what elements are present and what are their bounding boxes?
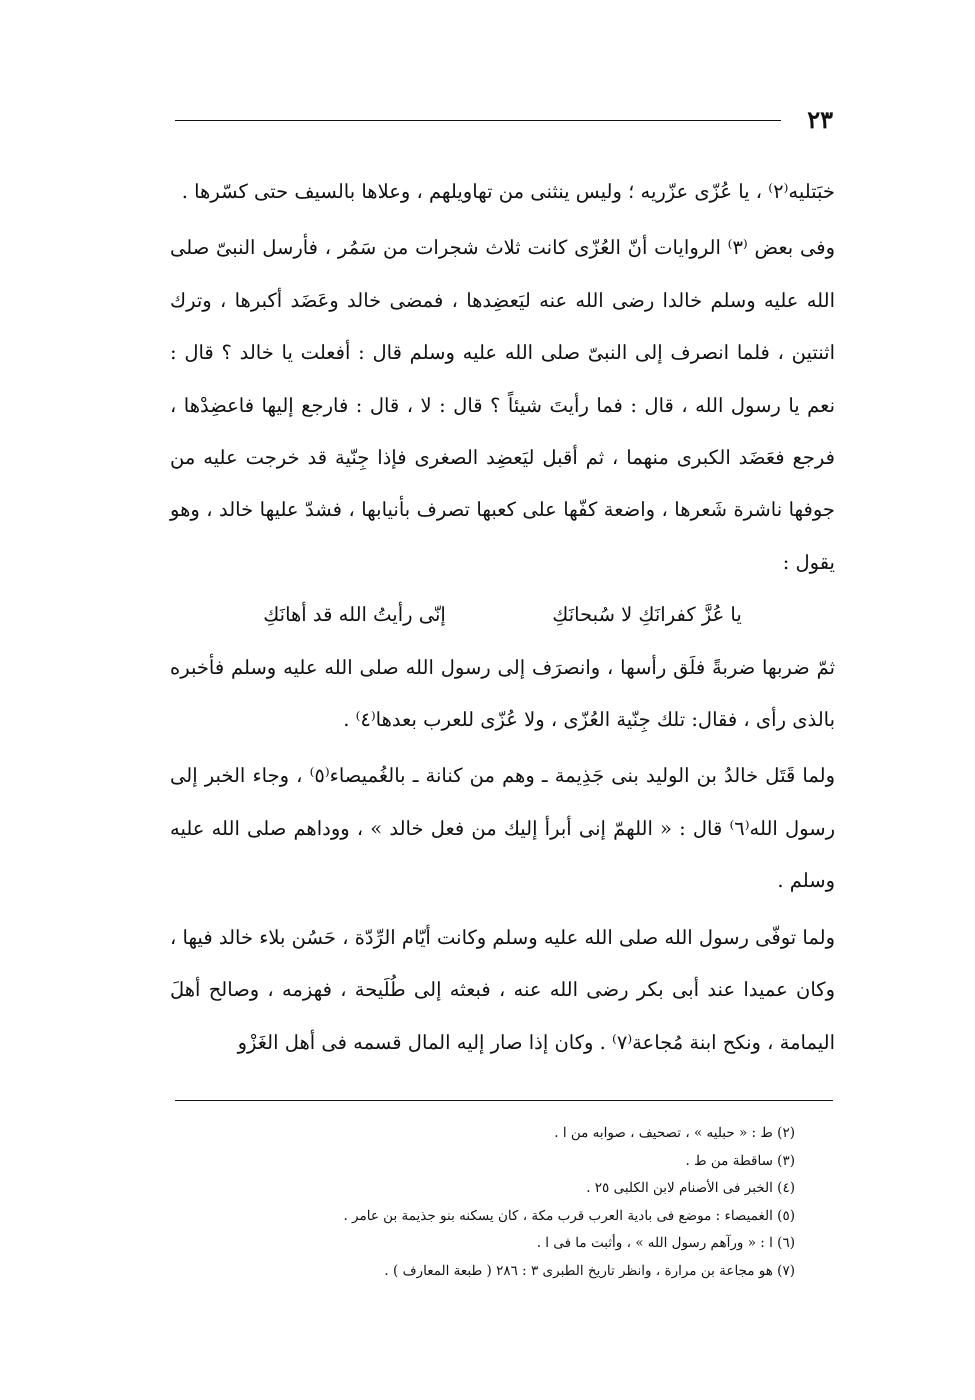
footnotes (175, 1120, 795, 1286)
paragraph: ولما قَتَل خالدُ بن الوليد بنى جَذِيمة ـ وهم من كنانة ـ بالغُميصاء⁽٥⁾ ، وجاء الخبر إلى رسول الله⁽٦⁾ قال : « اللهمّ إنى أبرأ إليك من فعل خالد » ، ووداهم صلى الله عليه وسلم . (170, 764, 835, 893)
paragraph: خبَتليه⁽٢⁾ ، يا عُزّى عزّريه ؛ وليس ينثنى من تهاويلهم ، وعلاها بالسيف حتى كسّرها . (181, 180, 835, 203)
footnote: (٥) الغميصاء : موضع فى بادية العرب قرب مكة ، كان يسكنه بنو جذيمة بن عامر . (343, 1207, 795, 1224)
footnote: (٣) ساقطة من ط . (685, 1152, 795, 1169)
paragraph: ولما توفّى رسول الله صلى الله عليه وسلم وكانت أيّام الرِّدّة ، حَسُن بلاء خالد فيها ، وكان عميدا عند أبى بكر رضى الله عنه ، فبعثه إلى طُلَيحة ، فهزمه ، وصالح أهلَ اليمامة ، ونكح ابنة مُجاعة⁽٧⁾ . وكان إذا صار إليه المال قسمه فى أهل الغَزْو (170, 925, 835, 1054)
footnote: (٧) هو مجاعة بن مرارة ، وانظر تاريخ الطبرى ٣ : ٢٨٦ ( طبعة المعارف ) . (384, 1262, 795, 1279)
header-rule (175, 120, 781, 121)
main-text (170, 166, 835, 1069)
verse-first-hemistich: يا عُزَّ كفرانَكِ لا سُبحانَكِ (552, 603, 742, 627)
footnote: (٢) ط : « حبليه » ، تصحيف ، صوابه من ا . (554, 1125, 795, 1141)
page-header (175, 100, 833, 140)
footnote: (٦) ا : « ورآهم رسول الله » ، وأثبت ما فى ا . (536, 1235, 795, 1252)
footnote-rule (175, 1100, 833, 1101)
footnote: (٤) الخبر فى الأصنام لابن الكلبى ٢٥ . (586, 1180, 795, 1197)
paragraph: ثمّ ضربها ضربةً فلَق رأسها ، وانصرَف إلى رسول الله صلى الله عليه وسلم فأخبره بالذى رأى ، فقال: تلك جِنّية العُزّى ، ولا عُزّى للعرب بعدها⁽٤⁾ . (170, 655, 835, 732)
verse-second-hemistich: إنّى رأيتُ الله قد أهانَكِ (263, 603, 446, 627)
poem-verse (170, 589, 835, 641)
paragraph: وفى بعض ⁽٣⁾ الروايات أنّ العُزّى كانت ثلاث شجرات من سَمُر ، فأرسل النبىّ صلى الله عليه وسلم خالدا رضى الله عنه ليَعضِدها ، فمضى خالد وعَضَد أكبرها ، وترك اثنتين ، فلما انصرف إلى النبىّ صلى الله عليه وسلم قال : أفعلت يا خالد ؟ قال : نعم يا رسول الله ، قال : فما رأيتَ شيئاً ؟ قال : لا ، قال : فارجع إليها فاعضِدْها ، فرجع فعَضَد الكبرى منهما ، ثم أقبل ليَعضِد الصغرى فإذا جِنّية قد خرجت عليه من جوفها ناشرة شَعرها ، واضعة كفّها على كعبها تصرف بأنيابها ، فشدّ عليها خالد ، وهو يقول : (170, 236, 835, 574)
page-number: ٢٣ (807, 105, 833, 134)
